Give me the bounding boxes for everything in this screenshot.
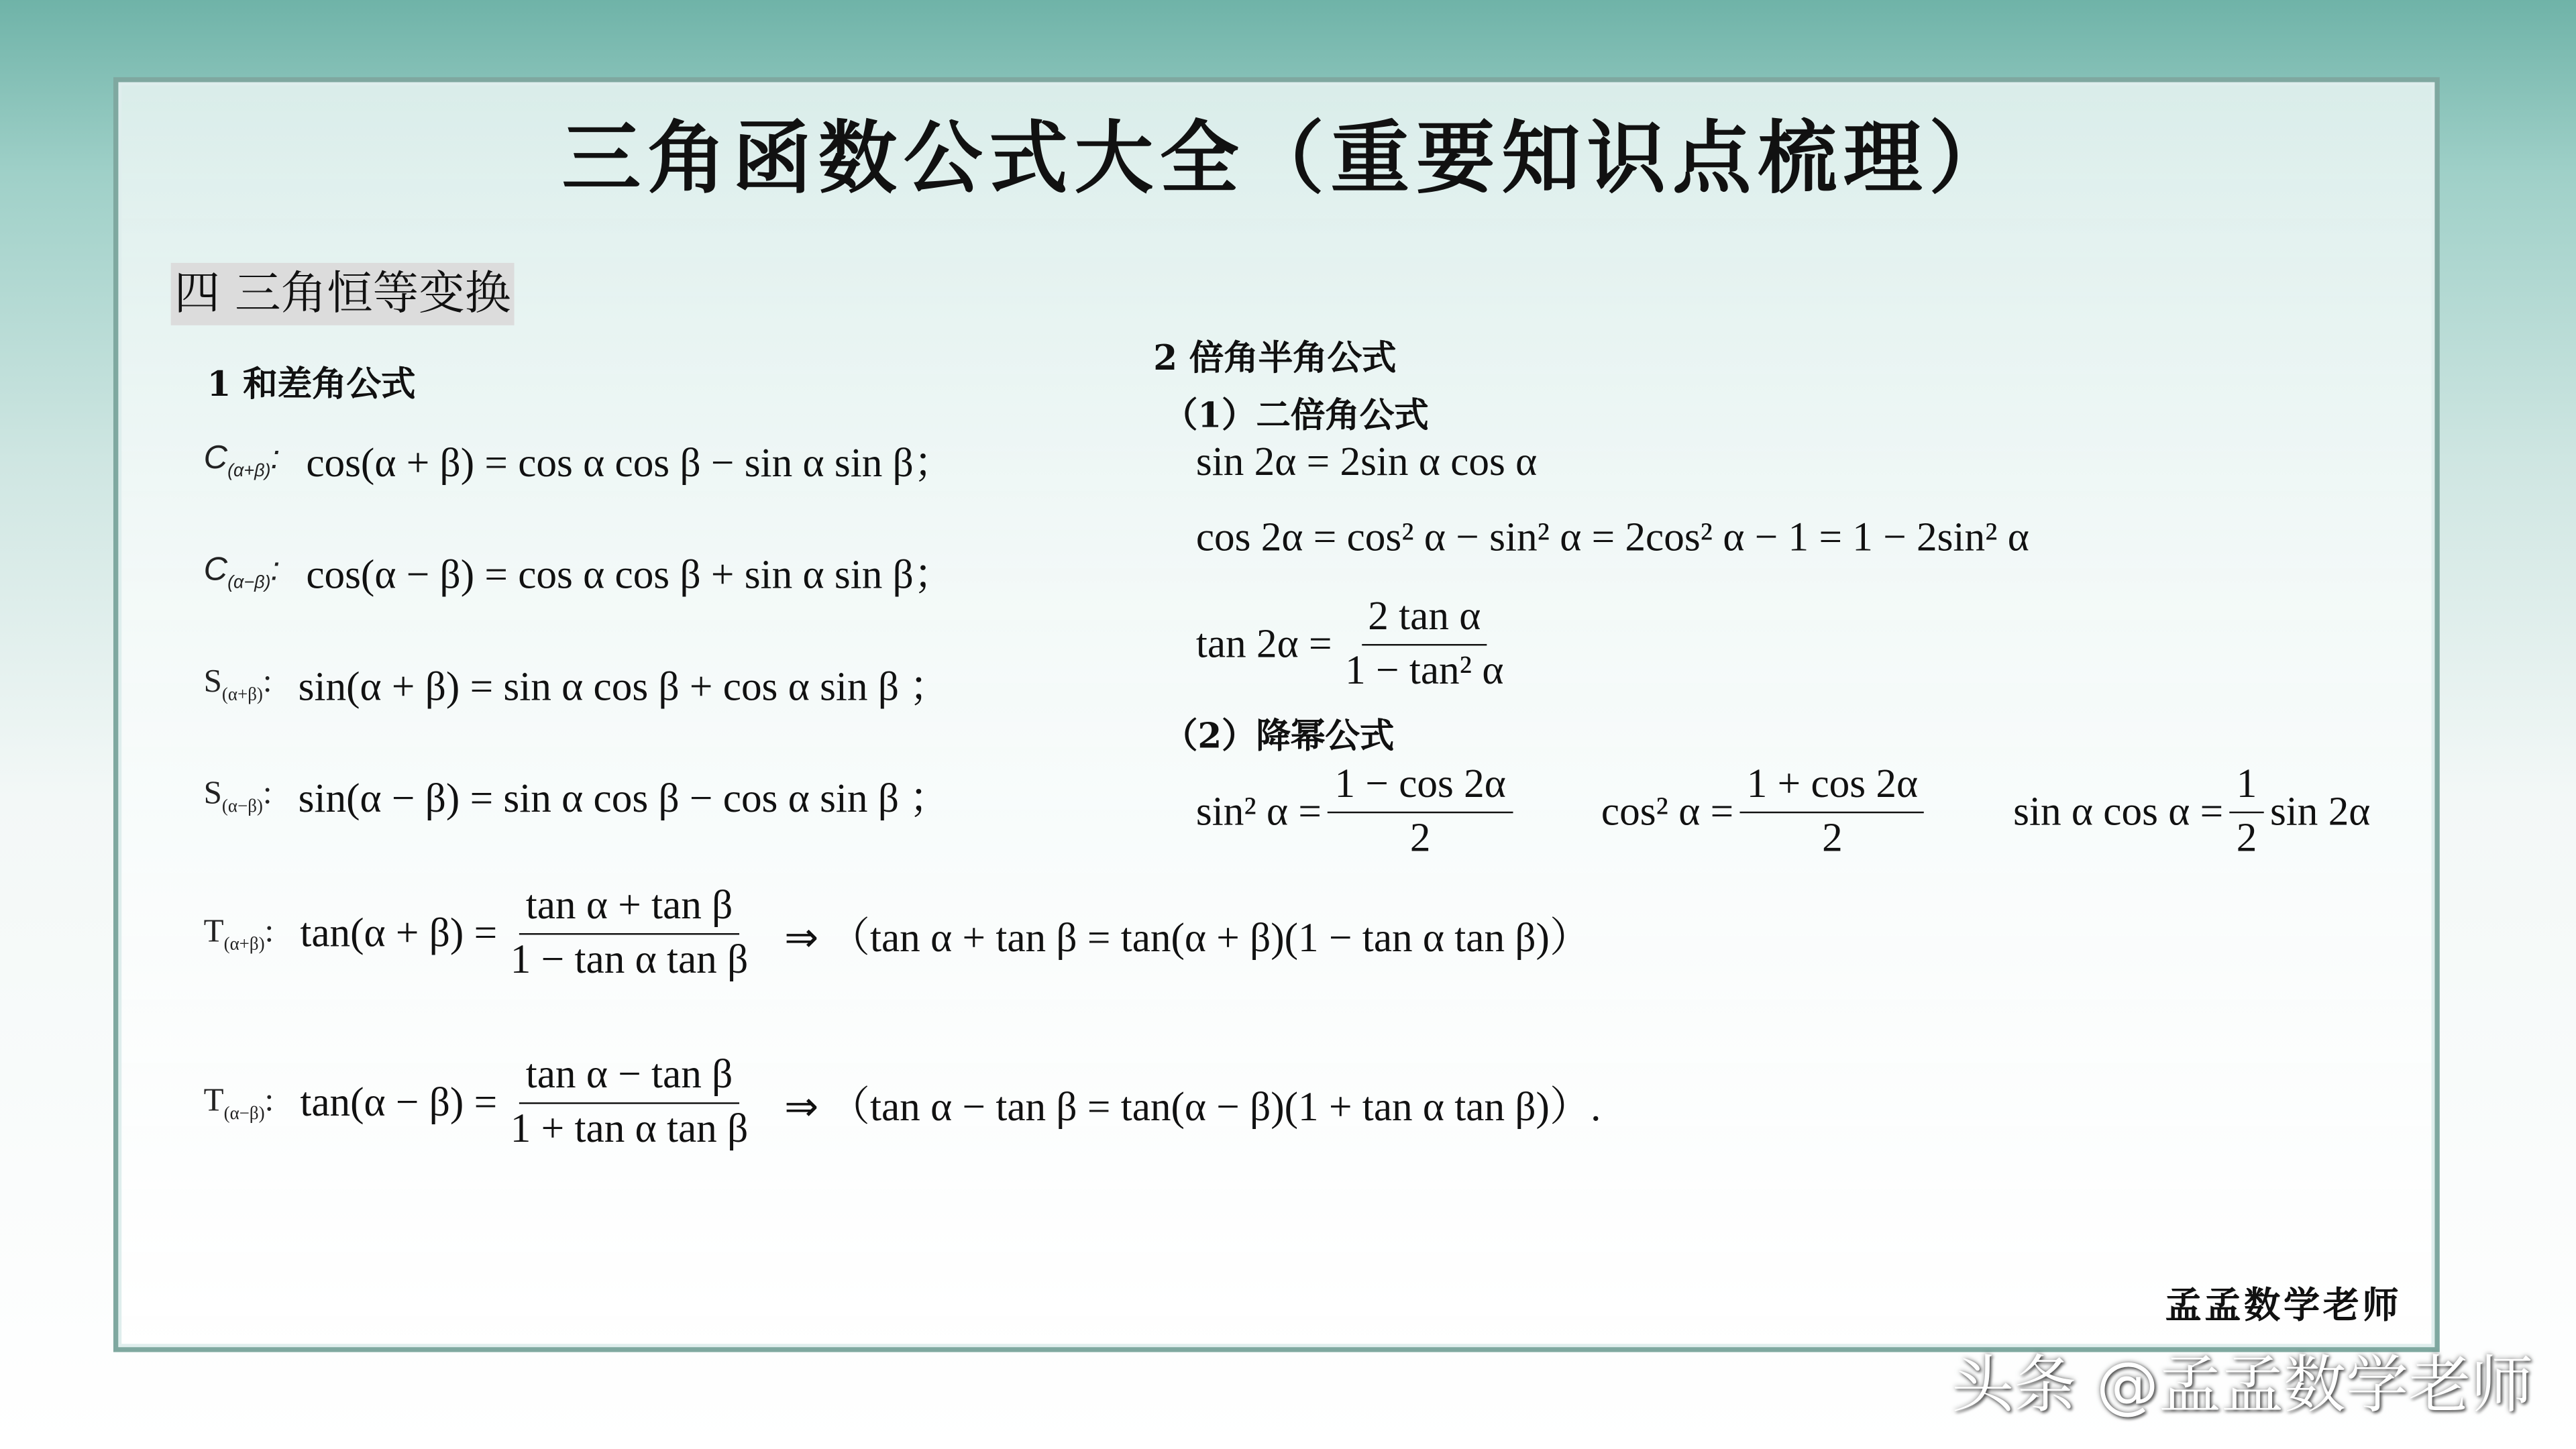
label-t-diff: $T_{(\alpha-\beta)}$: — [203, 1082, 274, 1124]
formula-cos-sum: $C_{(\alpha+\beta)}$: cos(α + β) = cos α cos β − sin α sin β； — [203, 439, 955, 486]
fraction-tan-sum: $\frac{\text{tan α + tan β}}{\text{1 − tan α tan β}}$ — [510, 883, 749, 983]
double-angle-subheading: （1）二倍角公式 — [1163, 394, 1429, 435]
fraction-tan2a: $\frac{\text{2 tan α}}{\text{1 − tan² α}}$ — [1345, 594, 1504, 694]
label-c-diff: $C_{(\alpha-\beta)}$: — [203, 551, 280, 592]
formula-tan-diff: $T_{(\alpha-\beta)}$: tan(α − β) = $\frac{\text{tan α − tan β}}{\text{1 + tan α tan β}}$ ⇒ （tan α − tan β = tan(α − β)(1 + tan α tan β)）. — [204, 1053, 1601, 1153]
fraction-half: $\frac{1}{2}$ — [2230, 762, 2263, 862]
fraction-cos-squared: $\frac{1 + \cos 2\alpha}{2}$ — [1740, 762, 1925, 862]
formula-tan2a: tan 2α = $\frac{\text{2 tan α}}{\text{1 − tan² α}}$ — [1196, 595, 1517, 695]
section-heading: 四 三角恒等变换 — [171, 263, 515, 325]
fraction-tan-diff: $\frac{\text{tan α − tan β}}{\text{1 + tan α tan β}}$ — [510, 1053, 749, 1152]
fraction-sin-squared: $\frac{1 - \cos 2\alpha}{2}$ — [1328, 762, 1513, 862]
label-c-sum: $C_{(\alpha+\beta)}$: — [203, 439, 280, 481]
formula-cos2a: cos 2α = cos² α − sin² α = 2cos² α − 1 = 1 − 2sin² α — [1195, 515, 2029, 561]
label-s-diff: $S_{(\alpha-\beta)}$: — [203, 774, 272, 816]
formula-tan-sum: $T_{(\alpha+\beta)}$: tan(α + β) = $\frac{\text{tan α + tan β}}{\text{1 − tan α tan β}}$ ⇒ （tan α + tan β = tan(α + β)(1 − tan α tan β)） — [204, 884, 1591, 984]
formula-sin-sum: $S_{(\alpha+\beta)}$: sin(α + β) = sin α cos β + cos α sin β ； — [203, 663, 951, 710]
label-t-sum: $T_{(\alpha+\beta)}$: — [203, 913, 274, 955]
page-title: 三角函数公式大全（重要知识点梳理） — [561, 113, 2015, 206]
formula-sin2a: sin 2α = 2sin α cos α — [1195, 440, 1538, 485]
formula-sin-diff: $S_{(\alpha-\beta)}$: sin(α − β) = sin α cos β − cos α sin β ； — [203, 774, 951, 822]
formula-cos-diff: $C_{(\alpha-\beta)}$: cos(α − β) = cos α cos β + sin α sin β； — [203, 551, 955, 598]
double-half-angle-heading: 2 倍角半角公式 — [1153, 337, 1397, 378]
author-credit: 孟孟数学老师 — [2165, 1285, 2402, 1328]
label-s-sum: $S_{(\alpha+\beta)}$: — [203, 663, 272, 704]
power-reduction-subheading: （2）降幂公式 — [1163, 714, 1395, 756]
sum-difference-heading: 1 和差角公式 — [207, 363, 416, 405]
formula-power-reduction: sin² α = $\frac{1 - \cos 2\alpha}{2}$ cos² α = $\frac{1 + \cos 2\alpha}{2}$ sin α cos α = $\frac{1}{2}$ sin 2α — [1196, 762, 2371, 862]
watermark: 头条 @孟孟数学老师 — [1951, 1348, 2534, 1421]
